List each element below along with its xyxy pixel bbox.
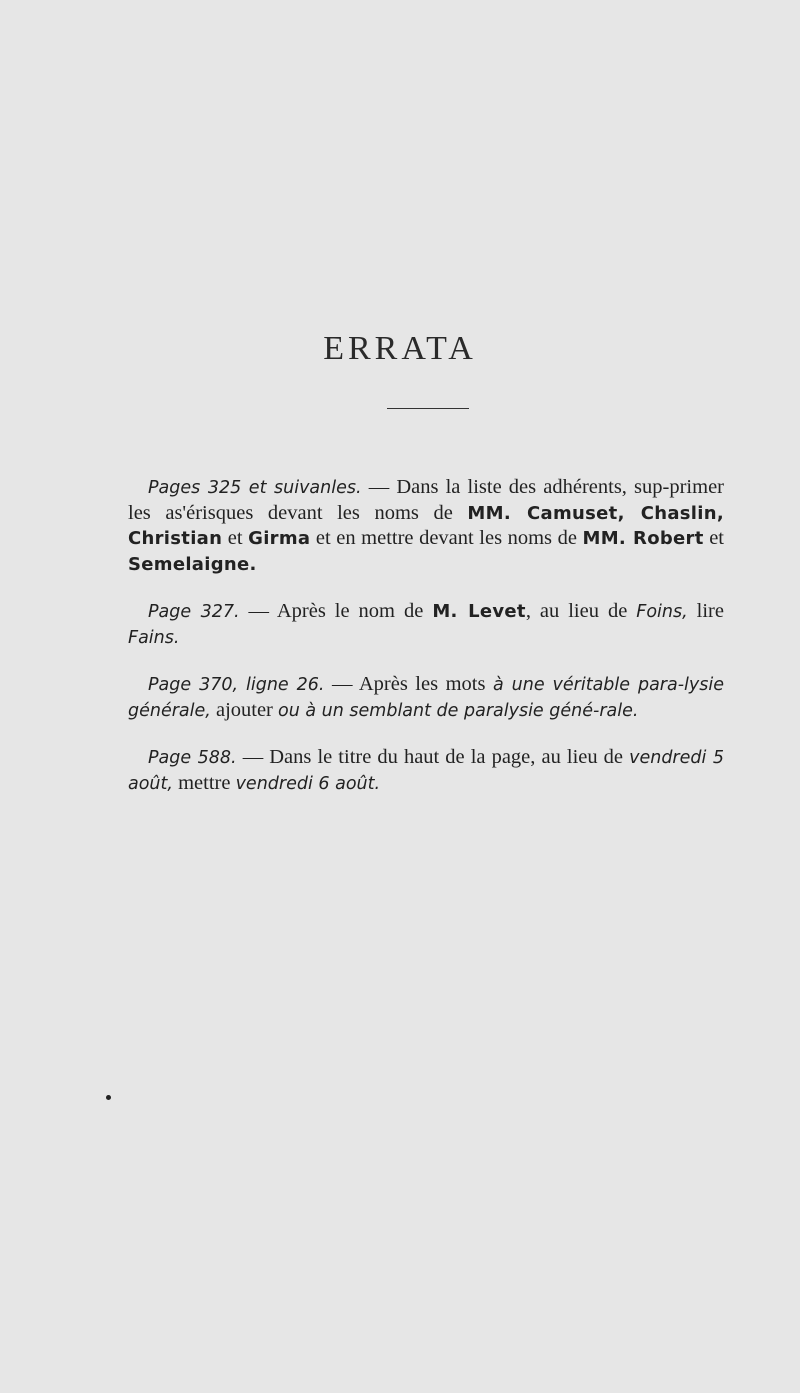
italic-text: Page 588. — [148, 748, 237, 768]
italic-text: Pages 325 et suivanles. — [148, 478, 362, 498]
body-text: et en mettre devant les noms de — [310, 527, 583, 549]
errata-entry — [128, 672, 724, 723]
errata-entry — [128, 599, 724, 650]
bold-name: MM. Robert — [582, 528, 704, 549]
italic-text: à une véritable para-lysie générale, — [128, 675, 725, 721]
body-text: — Dans le titre du haut de la page, au lieu de — [236, 746, 630, 768]
body-text: — Après les mots — [324, 673, 493, 695]
body-text: mettre — [172, 771, 236, 794]
ink-speck — [106, 1095, 111, 1100]
bold-name: M. Levet — [432, 601, 526, 622]
italic-text: Page 370, ligne 26. — [148, 675, 325, 695]
italic-text: Fains. — [128, 627, 180, 648]
bold-name: Girma — [248, 528, 311, 549]
italic-text: Page 327. — [148, 602, 240, 622]
errata-entry — [128, 745, 724, 796]
body-text: — Dans la liste des adhérents, sup-primer les as'érisques devant les noms de — [128, 476, 724, 524]
italic-text: ou à un semblant de paralysie géné-rale. — [278, 700, 639, 721]
body-text: lire — [687, 600, 724, 622]
body-text: , au lieu de — [525, 600, 637, 622]
italic-text: Foins, — [636, 602, 688, 622]
italic-text: vendredi 6 août. — [235, 773, 381, 794]
bold-name: Semelaigne. — [128, 553, 257, 575]
body-text: et — [222, 527, 249, 549]
body-text: — Après le nom de — [239, 600, 433, 622]
body-text: ajouter — [210, 698, 279, 721]
errata-list — [128, 475, 724, 818]
bold-name: MM. Camuset, Chaslin, Christian — [128, 502, 725, 549]
italic-text: vendredi 5 août, — [128, 748, 725, 794]
page-title: ERRATA — [323, 330, 477, 367]
errata-entry — [128, 475, 724, 577]
title-rule — [387, 408, 469, 409]
body-text: et — [703, 527, 725, 549]
